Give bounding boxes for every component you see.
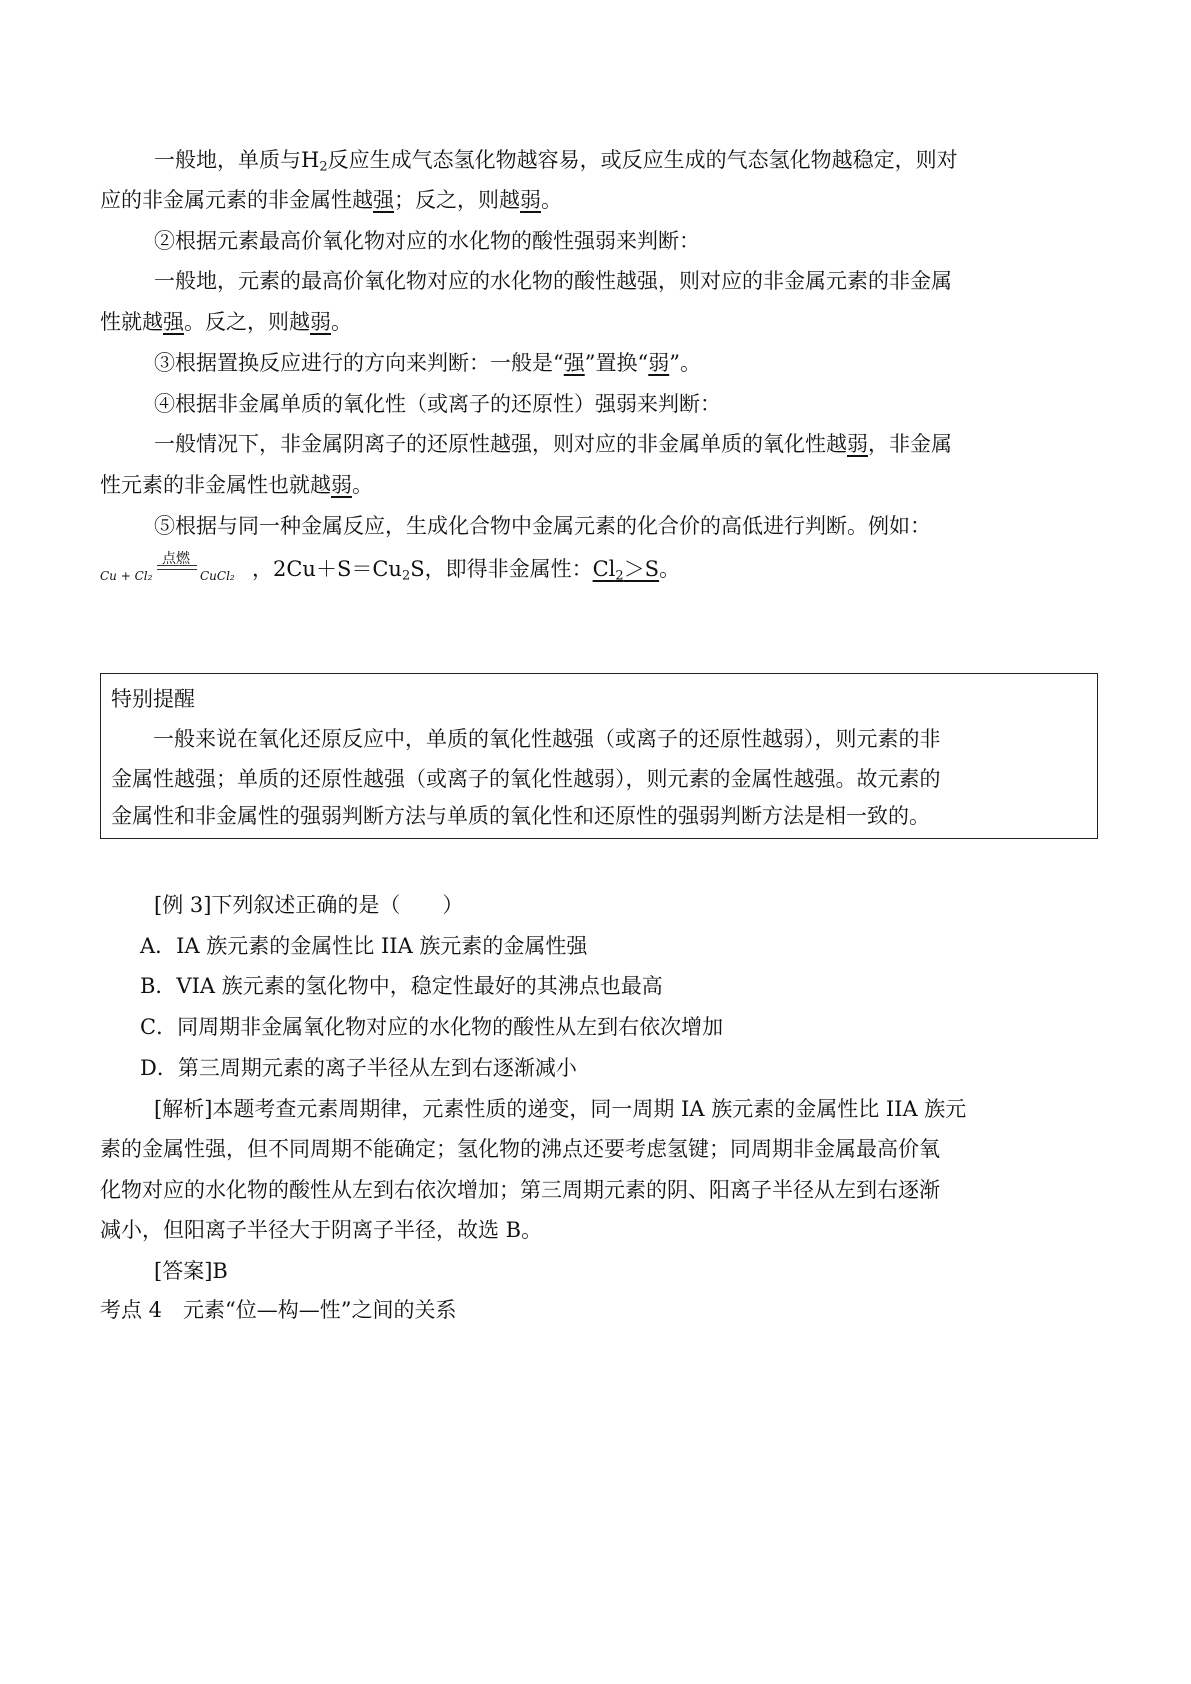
section-heading: 考点 4 元素“位—构—性”之间的关系 bbox=[100, 1298, 457, 1322]
conclusion-underlined: $Cl_2>S$ bbox=[592, 557, 660, 584]
rule-2-title: ②根据元素最高价氧化物对应的水化物的酸性强弱来判断： bbox=[154, 229, 700, 253]
formula-condition: 点燃 bbox=[162, 551, 190, 567]
formula-product: CuCl₂ bbox=[200, 569, 235, 583]
rule-4-line-2: 性元素的非金属性也就越弱。 bbox=[100, 473, 373, 497]
rule-2-line-2: 性就越强。反之，则越弱。 bbox=[100, 310, 352, 334]
intro-line-1: 一般地，单质与$H_2$反应生成气态氢化物越容易，或反应生成的气态氢化物越稳定，则对 bbox=[154, 148, 958, 175]
option-b: B．VIA 族元素的氢化物中，稳定性最好的其沸点也最高 bbox=[140, 974, 663, 998]
formula-reactants: Cu + Cl₂ bbox=[100, 569, 153, 583]
formula-equals-bar bbox=[157, 565, 197, 566]
special-reminder-box bbox=[100, 673, 1098, 839]
note-line-3: 金属性和非金属性的强弱判断方法与单质的氧化性和还原性的强弱判断方法是相一致的。 bbox=[111, 804, 930, 828]
note-line-1: 一般来说在氧化还原反应中，单质的氧化性越强（或离子的还原性越弱），则元素的非 bbox=[153, 727, 941, 751]
formula-equals-bar bbox=[157, 569, 197, 570]
analysis-line-2: 素的金属性强，但不同周期不能确定；氢化物的沸点还要考虑氢键；同周期非金属最高价氧 bbox=[100, 1137, 940, 1161]
option-a: A．IA 族元素的金属性比 IIA 族元素的金属性强 bbox=[140, 934, 588, 958]
option-d: D．第三周期元素的离子半径从左到右逐渐减小 bbox=[140, 1056, 577, 1080]
intro-line-2: 应的非金属元素的非金属性越强；反之，则越弱。 bbox=[100, 188, 562, 212]
answer: [答案]B bbox=[154, 1259, 228, 1283]
rule-4-title: ④根据非金属单质的氧化性（或离子的还原性）强弱来判断： bbox=[154, 392, 721, 416]
reaction-formula bbox=[100, 552, 248, 586]
note-line-2: 金属性越强；单质的还原性越强（或离子的氧化性越弱），则元素的金属性越强。故元素的 bbox=[111, 767, 941, 791]
analysis-line-1: [解析]本题考查元素周期律，元素性质的递变，同一周期 IA 族元素的金属性比 IIA 族元 bbox=[154, 1097, 967, 1121]
rule-3: ③根据置换反应进行的方向来判断：一般是“强”置换“弱”。 bbox=[154, 351, 701, 375]
option-c: C．同周期非金属氧化物对应的水化物的酸性从左到右依次增加 bbox=[140, 1015, 724, 1039]
analysis-line-4: 减小，但阳离子半径大于阴离子半径，故选 B。 bbox=[100, 1218, 543, 1242]
example-question: [例 3]下列叙述正确的是（ ） bbox=[154, 893, 464, 917]
rule-2-line-1: 一般地，元素的最高价氧化物对应的水化物的酸性越强，则对应的非金属元素的非金属 bbox=[154, 269, 952, 293]
analysis-line-3: 化物对应的水化物的酸性从左到右依次增加；第三周期元素的阴、阳离子半径从左到右逐渐 bbox=[100, 1178, 940, 1202]
rule-5-line-1: ⑤根据与同一种金属反应，生成化合物中金属元素的化合价的高低进行判断。例如： bbox=[154, 514, 931, 538]
rule-5-line-2: Cu + Cl₂ 点燃 CuCl₂ ，$2Cu+S=Cu_2S$，即得非金属性：$Cl_2>S$。 bbox=[100, 552, 680, 586]
note-title: 特别提醒 bbox=[111, 687, 195, 711]
rule-4-line-1: 一般情况下，非金属阴离子的还原性越强，则对应的非金属单质的氧化性越弱，非金属 bbox=[154, 432, 952, 456]
